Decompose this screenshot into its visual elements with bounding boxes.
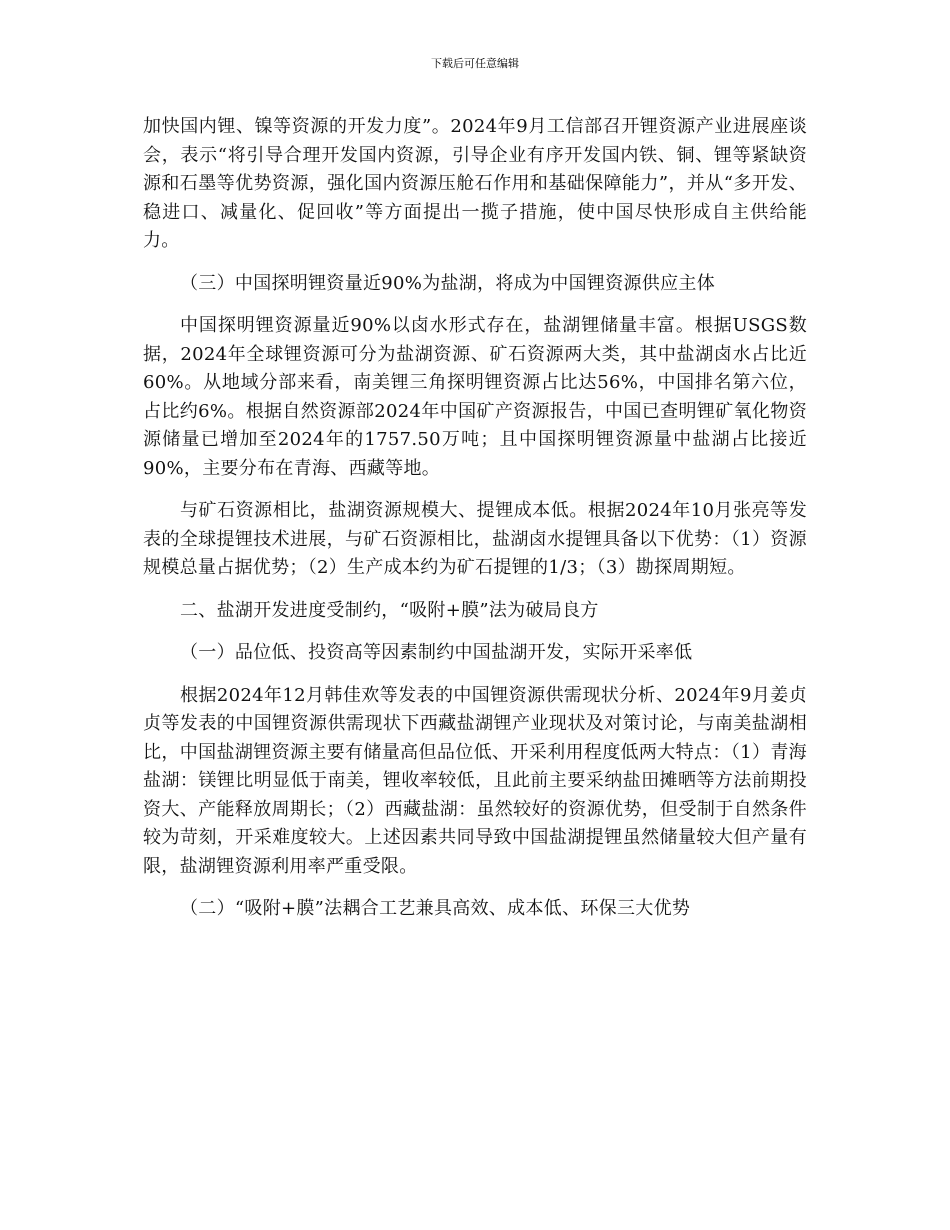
paragraph-brine-advantage: 与矿石资源相比，盐湖资源规模大、提锂成本低。根据2024年10月张亮等发表的全球提锂技术进展，与矿石资源相比，盐湖卤水提锂具备以下优势：（1）资源规模总量占据优势；（2）生产成本约为矿石提锂的1/3；（3）勘探周期短。: [143, 500, 807, 578]
document-body: [143, 113, 807, 924]
section-heading-1: （一）品位低、投资高等因素制约中国盐湖开发，实际开采率低: [180, 642, 693, 663]
paragraph-lithium-resources: 中国探明锂资源量近90%以卤水形式存在，盐湖锂储量丰富。根据USGS数据，2024年全球锂资源可分为盐湖资源、矿石资源两大类，其中盐湖卤水占比近60%。从地域分部来看，南美锂三角探明锂资源占比达56%，中国排名第六位，占比约6%。根据自然资源部2024年中国矿产资源报告，中国已查明锂矿氧化物资源储量已增加至2024年的1757.50万吨；且中国探明锂资源量中盐湖占比接近90%，主要分布在青海、西藏等地。: [143, 315, 807, 479]
paragraph-development-constraints: 根据2024年12月韩佳欢等发表的中国锂资源供需现状分析、2024年9月姜贞贞等发表的中国锂资源供需现状下西藏盐湖锂产业现状及对策讨论，与南美盐湖相比，中国盐湖锂资源主要有储量高但品位低、开采利用程度低两大特点：（1）青海盐湖：镁锂比明显低于南美，锂收率较低，且此前主要采纳盐田摊晒等方法前期投资大、产能释放周期长；（2）西藏盐湖：虽然较好的资源优势，但受制于自然条件较为苛刻，开采难度较大。上述因素共同导致中国盐湖提锂虽然储量较大但产量有限，盐湖锂资源利用率严重受限。: [143, 684, 807, 877]
chapter-heading-2: 二、盐湖开发进度受制约，“吸附+膜”法为破局良方: [180, 599, 599, 621]
page-header: 下载后可任意编辑: [431, 57, 519, 70]
paragraph-continuation: 加快国内锂、镍等资源的开发力度”。2024年9月工信部召开锂资源产业进展座谈会，表示“将引导合理开发国内资源，引导企业有序开发国内铁、铜、锂等紧缺资源和石墨等优势资源，强化国内资源压舱石作用和基础保障能力”，并从“多开发、稳进口、减量化、促回收”等方面提出一揽子措施，使中国尽快形成自主供给能力。: [143, 116, 807, 251]
section-heading-3: （三）中国探明锂资量近90%为盐湖，将成为中国锂资源供应主体: [180, 272, 716, 294]
section-heading-2: （二）“吸附+膜”法耦合工艺兼具高效、成本低、环保三大优势: [180, 898, 691, 919]
